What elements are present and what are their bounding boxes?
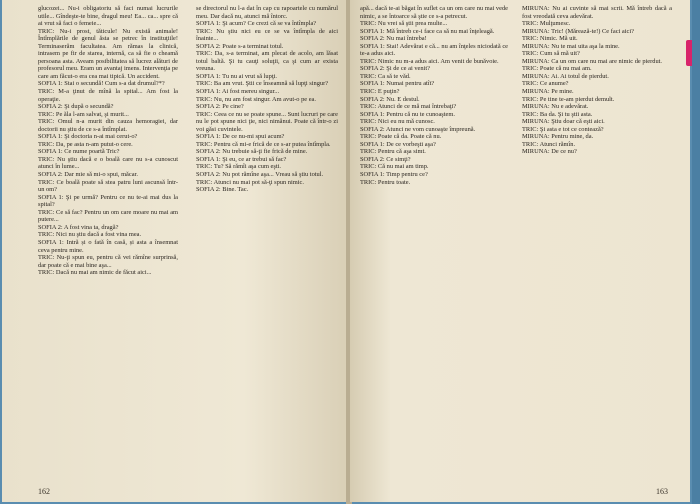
dialogue-line: SOFIA 2: Şi după o secundă? xyxy=(38,103,114,111)
dialogue-line: TRIC: Nu ştiu dacă e o boală care nu s-a cunoscut atunci în lume... xyxy=(38,155,178,171)
dialogue-line: TRIC: Pentru că mi-e frică de ce s-ar putea întîmpla. xyxy=(196,140,331,148)
dialogue-line: TRIC: Da, s-a terminat, am plecat de acolo, am lăsat totul baltă. Şi tu cauţi soluţii, ca şi cum ar exista vreuna. xyxy=(196,50,338,73)
dialogue-line: apă... dacă te-ai băgat în suflet ca un om care nu mai vede nimic, a se întoarce să ştie ce s-a petrecut. xyxy=(360,5,508,20)
dialogue-line: SOFIA 1: De ce nu-mi spui acum? xyxy=(196,133,285,141)
dialogue-line: SOFIA 2: Nu pot rămîne aşa... Vreau să ştiu totul. xyxy=(196,171,324,179)
dialogue-line: TRIC: Ce anume? xyxy=(522,80,569,88)
dialogue-line: SOFIA 1: Mă întreb ce-i face ca să nu mai înţeleagă. xyxy=(360,27,495,35)
book-spread xyxy=(2,0,696,504)
dialogue-line: TRIC: Că nu mai am timp. xyxy=(360,163,429,171)
dialogue-line: SOFIA 1: Numai pentru atît? xyxy=(360,80,435,88)
dialogue-line: TRIC: Poate că da. Poate că nu. xyxy=(360,133,442,141)
dialogue-line: SOFIA 2: Nu trebuie să-ţi fie frică de mine. xyxy=(196,148,308,156)
dialogue-line: TRIC: Nu-i prost, tăticule! Nu există animale! Întîmplările de genul ăsta se petrec în instituţiile! Terminaserăm facultatea. Am rămas la clinică, intrasem pe fir de starea, internă, ca să fie o cheamă persoana asta. Aveam posibilitatea să lucrez alături de profesorul meu. Eram un avantaj imens. Intervenţia pe care am făcut-o era cea mai tipică. Un accident. xyxy=(38,27,178,80)
dialogue-line: SOFIA 1: Şi eu, ce ar trebui să fac? xyxy=(196,155,287,163)
dialogue-line: MIRUNA: Ştiu doar că eşti aici. xyxy=(522,118,605,126)
dialogue-line: MIRUNA: Ai. Ai totul de pierdut. xyxy=(522,72,609,80)
dialogue-line: SOFIA 1: Stai! Adevărat e că... nu am înţeles niciodată ce te-a adus aici. xyxy=(360,42,508,58)
dialogue-line: SOFIA 1: Intră și o fată în casă, și asta a însemnat ceva pentru mine. xyxy=(38,238,178,254)
dialogue-line: SOFIA 1: Stai o secundă! Cum s-a dat drumul?*? xyxy=(38,80,165,88)
dialogue-line: TRIC: Omul n-a murit din cauza hemoragiei, dar doctorii nu ştiu de ce s-a întîmplat. xyxy=(38,118,178,133)
dialogue-line: MIRUNA: Pentru mine, da. xyxy=(522,133,594,141)
page-number-left: 162 xyxy=(38,487,50,496)
dialogue-line: TRIC: Atunci nu mai pot să-ţi spun nimic. xyxy=(196,178,304,186)
right-page-column-1 xyxy=(360,5,508,186)
dialogue-line: SOFIA 1: Şi doctoria n-ai mai cerut-o? xyxy=(38,133,138,141)
left-page-column-2 xyxy=(196,5,338,194)
dialogue-line: TRIC: Pe ăla l-am salvat, şi murit... xyxy=(38,110,129,118)
dialogue-line: TRIC: Nimic nu m-a adus aici. Am venit de bunăvoie. xyxy=(360,57,499,65)
dialogue-line: TRIC: Nici nu ştiu dacă a fost vina mea. xyxy=(38,231,142,239)
dialogue-line: SOFIA 1: Timp pentru ce? xyxy=(360,171,428,179)
dialogue-line: MIRUNA: De ce nu? xyxy=(522,148,577,156)
dialogue-line: MIRUNA: Tric! (Mărează-te!) Ce faci aici? xyxy=(522,27,634,35)
dialogue-line: SOFIA 1: Şi pe urmă? Pentru ce nu te-ai mai dus la spital? xyxy=(38,193,178,209)
dialogue-line: SOFIA 2: A fost vina ta, dragă? xyxy=(38,223,119,231)
dialogue-line: MIRUNA: Nu ai cuvinte să mai scrii. Mă întreb dacă a fost vreodată ceva adevărat. xyxy=(522,5,672,20)
dialogue-line: MIRUNA: Nu e adevărat. xyxy=(522,103,589,111)
left-page-column-1 xyxy=(38,5,178,277)
left-page xyxy=(2,0,348,502)
dialogue-line: TRIC: Poate că nu mai am. xyxy=(522,65,592,73)
dialogue-line: MIRUNA: Ca un om care nu mai are nimic de pierdut. xyxy=(522,57,663,65)
dialogue-line: TRIC: Ce boală poate să stea patru luni ascunsă într-un om? xyxy=(38,178,178,194)
dialogue-line: MIRUNA: Nu te mai uita aşa la mine. xyxy=(522,42,620,50)
dialogue-line: TRIC: Nu vrei să ştii prea multe... xyxy=(360,20,448,28)
dialogue-line: TRIC: Pe tine te-am pierdut demult. xyxy=(522,95,615,103)
dialogue-line: TRIC: Atunci de ce mă mai întrebaţi? xyxy=(360,103,457,111)
dialogue-line: TRIC: M-a ţinut de mînă la spital... Am fost la operaţie. xyxy=(38,88,178,103)
dialogue-line: TRIC: Ba da. Şi tu ştii asta. xyxy=(522,110,593,118)
dialogue-line: TRIC: Ca să te văd. xyxy=(360,72,411,80)
dialogue-line: TRIC: Ba am vrut. Ştii ce înseamnă să lupţi singur? xyxy=(196,80,329,88)
dialogue-line: SOFIA 2: Pe cine? xyxy=(196,103,244,111)
dialogue-line: TRIC: Nimic. Mă uit. xyxy=(522,35,578,43)
dialogue-line: SOFIA 1: Tu nu ai vrut să lupţi. xyxy=(196,72,277,80)
dialogue-line: SOFIA 1: Şi acum? Ce crezi că se va întîmpla? xyxy=(196,20,317,28)
dialogue-line: SOFIA 2: Bine. Tac. xyxy=(196,186,249,194)
dialogue-line: TRIC: Atunci rămîn. xyxy=(522,140,576,148)
dialogue-line: TRIC: Şi asta e tot ce contează? xyxy=(522,125,604,133)
dialogue-line: SOFIA 2: Ce simţi? xyxy=(360,155,411,163)
dialogue-line: TRIC: Cum să mă uit? xyxy=(522,50,580,58)
dialogue-line: SOFIA 1: De ce vorbeşti aşa? xyxy=(360,140,436,148)
dialogue-line: TRIC: Da, pe asta n-am putut-o cere. xyxy=(38,140,133,148)
dialogue-line: SOFIA 1: Pentru că nu te cunoaştem. xyxy=(360,110,455,118)
dialogue-line: MIRUNA: Pe mine. xyxy=(522,88,574,96)
right-page xyxy=(350,0,690,502)
dialogue-line: TRIC: Mulţumesc. xyxy=(522,20,571,28)
bookmark-tab xyxy=(686,40,692,66)
dialogue-line: SOFIA 2: Poate s-a terminat totul. xyxy=(196,42,284,50)
dialogue-line: TRIC: Dacă nu mai am nimic de făcut aici... xyxy=(38,269,152,277)
dialogue-line: TRIC: Tu? Să rămîi aşa cum eşti. xyxy=(196,163,282,171)
dialogue-line: se directorul nu l-a dat în cap cu rapoartele cu numărul meu. Dar dacă nu, atunci mă întorc. xyxy=(196,5,338,20)
dialogue-line: TRIC: Nu, nu am fost singur. Am avut-o pe ea. xyxy=(196,95,316,103)
dialogue-line: SOFIA 2: Nu. E destul. xyxy=(360,95,420,103)
dialogue-line: TRIC: E puţin? xyxy=(360,88,400,96)
dialogue-line: SOFIA 2: Şi de ce ai venit? xyxy=(360,65,430,73)
page-number-right: 163 xyxy=(656,487,668,496)
dialogue-line: SOFIA 2: Dar mie să mi-o spui, măcar. xyxy=(38,171,138,179)
dialogue-line: SOFIA 2: Nu mai întreba! xyxy=(360,35,427,43)
dialogue-line: SOFIA 1: Ai fost mereu singur... xyxy=(196,88,280,96)
right-page-column-2 xyxy=(522,5,672,156)
dialogue-line: TRIC: Pentru toate. xyxy=(360,178,411,186)
dialogue-line: glucozei... Nu-i obligatoriu să faci numai lucrurile utile... Gîndeşte-te bine, dragul meu! Ea... ca... spre că ai vrut să faci o femeie... xyxy=(38,5,178,28)
dialogue-line: TRIC: Pentru că aşa simt. xyxy=(360,148,426,156)
dialogue-line: TRIC: Nu ştiu nici eu ce se va întîmpla de aici înainte... xyxy=(196,27,338,43)
dialogue-line: SOFIA 2: Atunci ne vom cunoaşte împreună. xyxy=(360,125,476,133)
dialogue-line: TRIC: Ce să fac? Pentru un om care moare nu mai am putere... xyxy=(38,208,178,224)
dialogue-line: SOFIA 1: Ce nume poartă Tric? xyxy=(38,148,120,156)
dialogue-line: TRIC: Nu-ţi spun eu, pentru că vei rămîne surprinsă, dar poate că e mai bine aşa... xyxy=(38,254,178,269)
dialogue-line: TRIC: Nici eu nu mă cunosc. xyxy=(360,118,435,126)
dialogue-line: TRIC: Ceea ce nu se poate spune... Sunt lucruri pe care nu le pot spune nici ţie, nici nimănui. Poate că într-o zi voi găsi cuvintele. xyxy=(196,110,338,133)
